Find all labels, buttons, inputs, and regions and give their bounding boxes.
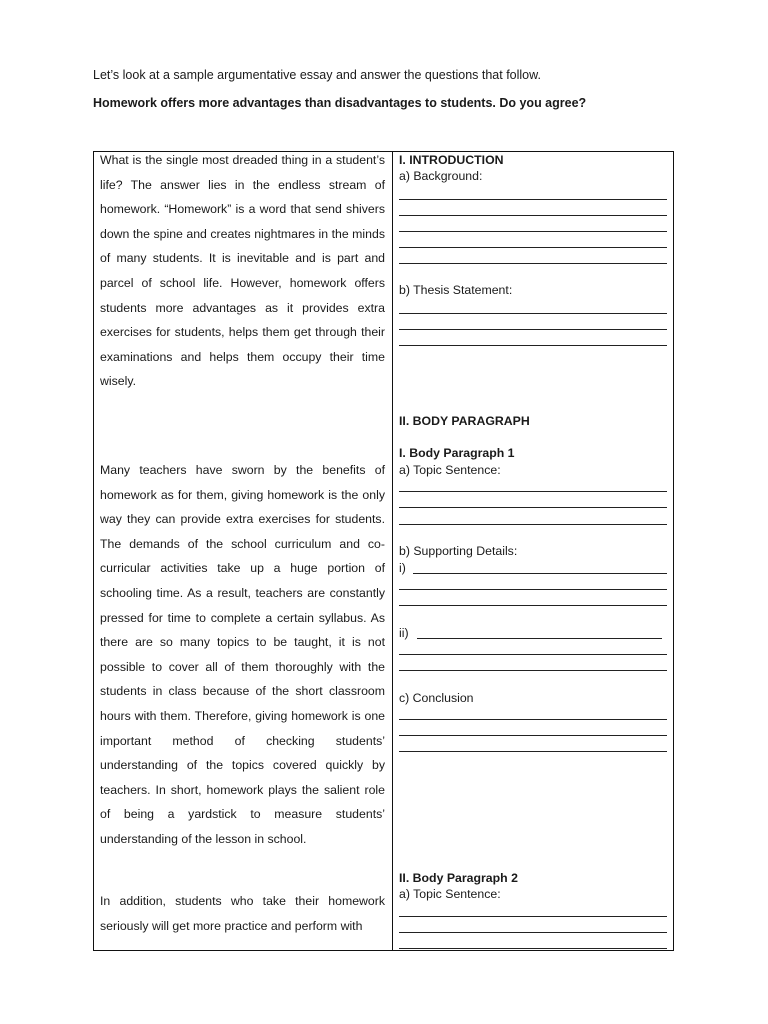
essay-outline-table [93, 151, 674, 951]
essay-paragraph-3: In addition, students who take their homework seriously will get more practice and perform with [100, 894, 385, 933]
detail-i-label: i) [399, 561, 406, 575]
background-line-4[interactable] [399, 247, 667, 248]
topic-sentence-line-1[interactable] [399, 491, 667, 492]
body-paragraph-2-heading: II. Body Paragraph 2 [399, 871, 518, 885]
background-line-5[interactable] [399, 263, 667, 264]
detail-i-line-2[interactable] [399, 589, 667, 590]
detail-ii-line-2[interactable] [399, 654, 667, 655]
intro-text: Let’s look at a sample argumentative essay and answer the questions that follow. [93, 68, 541, 82]
topic-sentence-line-3[interactable] [399, 524, 667, 525]
thesis-line-2[interactable] [399, 329, 667, 330]
essay-question: Homework offers more advantages than disadvantages to students. Do you agree? [93, 96, 587, 110]
topic-sentence-label: a) Topic Sentence: [399, 463, 501, 477]
supporting-details-label: b) Supporting Details: [399, 544, 518, 558]
column-divider [392, 152, 393, 950]
background-line-2[interactable] [399, 215, 667, 216]
background-line-1[interactable] [399, 199, 667, 200]
topic-sentence-line-2[interactable] [399, 507, 667, 508]
conclusion-line-3[interactable] [399, 751, 667, 752]
topic-sentence-2-line-1[interactable] [399, 916, 667, 917]
body-paragraph-1-heading: I. Body Paragraph 1 [399, 446, 515, 460]
background-label: a) Background: [399, 169, 483, 183]
essay-paragraph-2: Many teachers have sworn by the benefits of homework as for them, giving homework is the only way they can provide extra exercises for students. The demands of the school curriculum and co-curricular activities take up a huge portion of schooling time. As a result, teachers are constantly pressed for time to complete a certain syllabus. As there are so many topics to be taught, it is not possible to cover all of them thoroughly with the students in class because of the short classroom hours with them. Therefore, giving homework is one important method of checking students’ understanding of the topics covered quickly by teachers. In short, homework plays the salient role of being a yardstick to measure students’ understanding of the lesson in school. [100, 463, 385, 846]
detail-i-line-1[interactable] [413, 573, 667, 574]
conclusion-line-2[interactable] [399, 735, 667, 736]
detail-ii-label: ii) [399, 626, 409, 640]
topic-sentence-2-label: a) Topic Sentence: [399, 887, 501, 901]
thesis-line-1[interactable] [399, 313, 667, 314]
conclusion-label: c) Conclusion [399, 691, 474, 705]
topic-sentence-2-line-3[interactable] [399, 948, 667, 949]
detail-i-line-3[interactable] [399, 605, 667, 606]
thesis-label: b) Thesis Statement: [399, 283, 513, 297]
topic-sentence-2-line-2[interactable] [399, 932, 667, 933]
thesis-line-3[interactable] [399, 345, 667, 346]
body-paragraph-heading: II. BODY PARAGRAPH [399, 414, 530, 428]
essay-paragraph-1: What is the single most dreaded thing in a student’s life? The answer lies in the endless stream of homework. “Homework” is a word that send shivers down the spine and creates nightmares in the minds of many students. It is inevitable and is part and parcel of school life. However, homework offers students more advantages as it provides extra exercises for students, helps them get through their examinations and helps them occupy their time wisely. [100, 153, 385, 389]
detail-ii-line-3[interactable] [399, 670, 667, 671]
background-line-3[interactable] [399, 231, 667, 232]
introduction-heading: I. INTRODUCTION [399, 153, 504, 167]
detail-ii-line-1[interactable] [417, 638, 662, 639]
conclusion-line-1[interactable] [399, 719, 667, 720]
